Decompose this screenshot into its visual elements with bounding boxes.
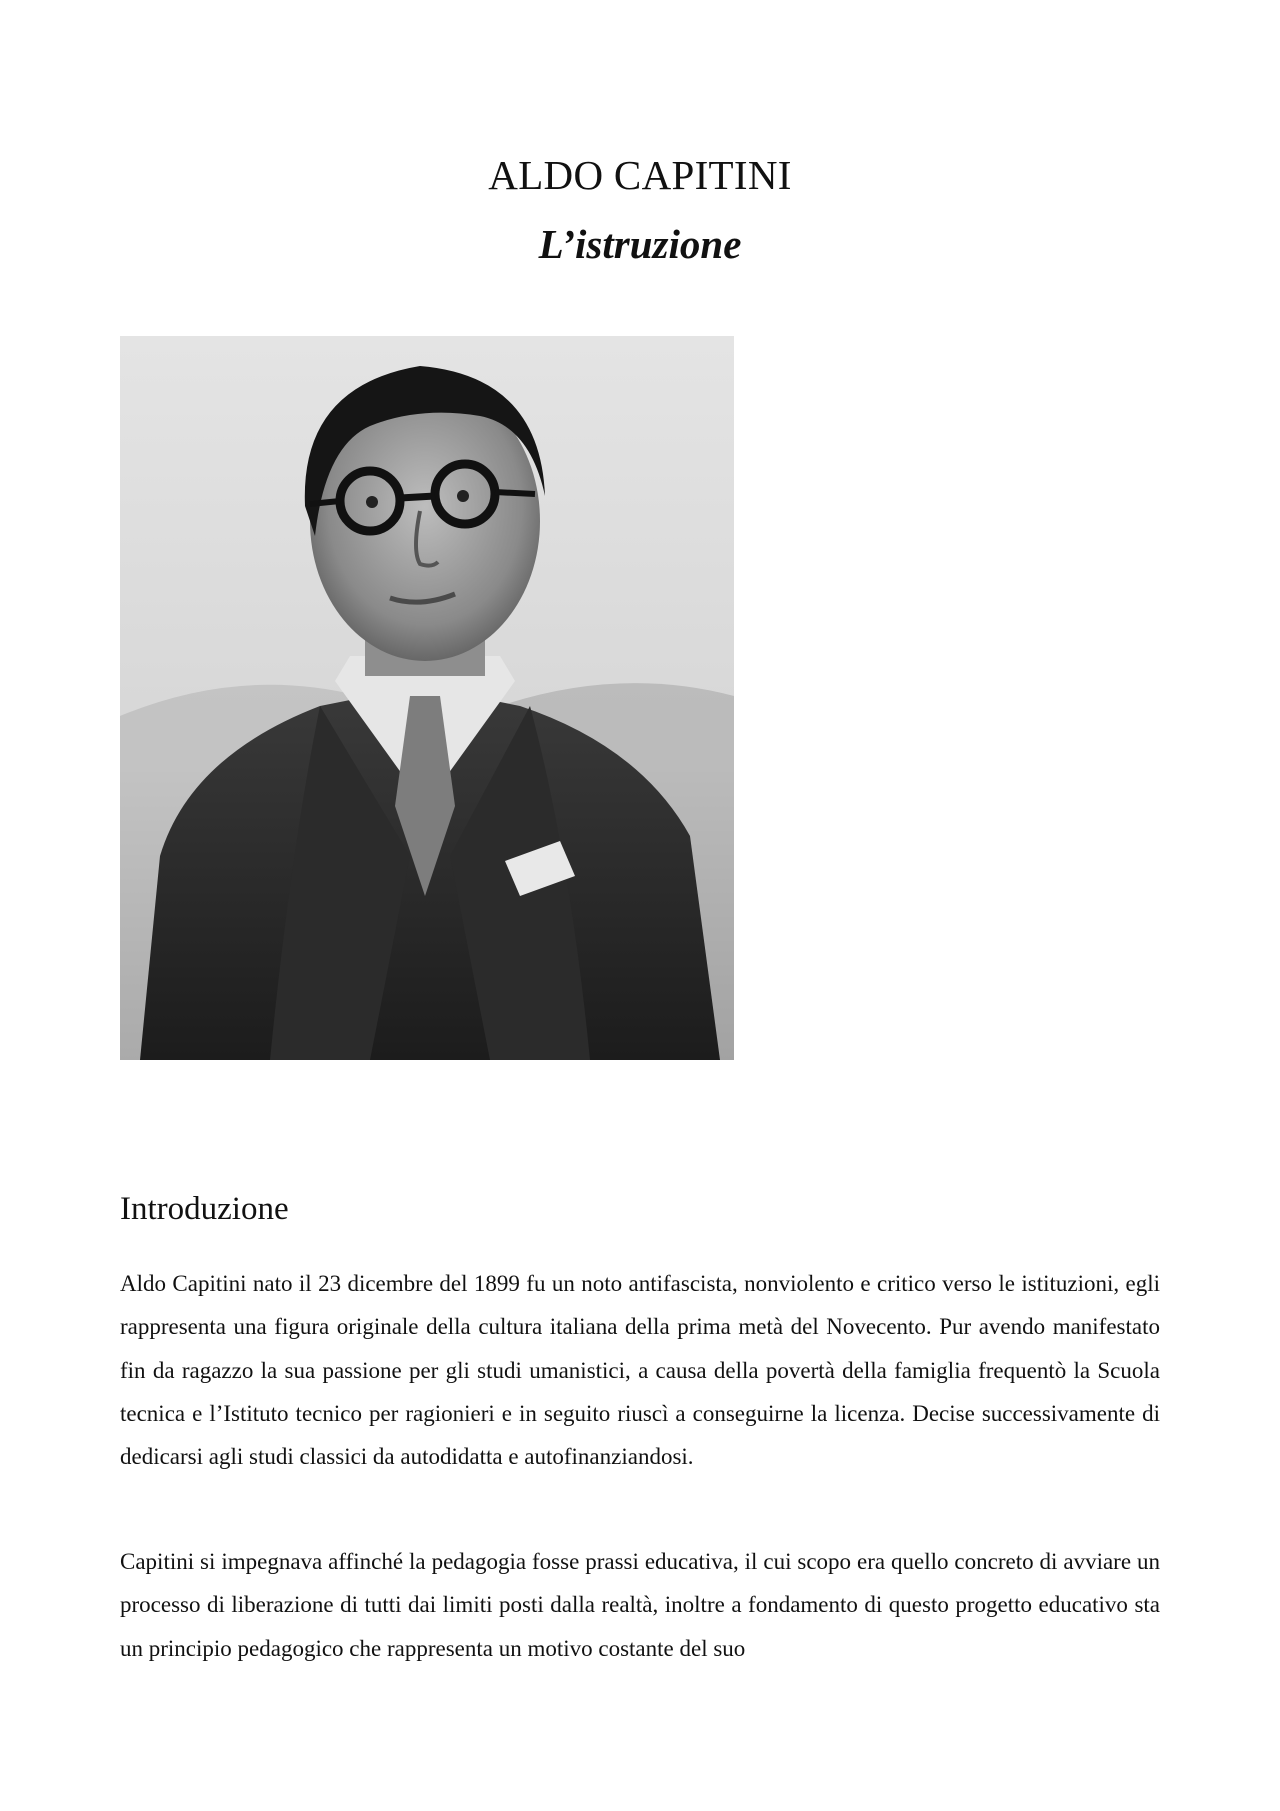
paragraph-2: Capitini si impegnava affinché la pedagogia fosse prassi educativa, il cui scopo era quello concreto di avviare un processo di liberazione di tutti dai limiti posti dalla realtà, inoltre a fondamento di questo progetto educativo sta un principio pedagogico che rappresenta un motivo costante del suo xyxy=(120,1549,1160,1661)
document-title: ALDO CAPITINI xyxy=(488,152,792,198)
paragraph-1: Aldo Capitini nato il 23 dicembre del 1899 fu un noto antifascista, nonviolento e critico verso le istituzioni, egli rappresenta una figura originale della cultura italiana della prima metà del Novecento. Pur avendo manifestato fin da ragazzo la sua passione per gli studi umanistici, a causa della povertà della famiglia frequentò la Scuola tecnica e l’Istituto tecnico per ragionieri e in seguito riuscì a conseguirne la licenza. Decise successivamente di dedicarsi agli studi classici da autodidatta e autofinanziandosi. xyxy=(120,1271,1160,1470)
portrait-photo-icon xyxy=(120,336,734,1060)
section-heading: Introduzione xyxy=(120,1191,289,1227)
document-subtitle: L’istruzione xyxy=(538,221,742,267)
